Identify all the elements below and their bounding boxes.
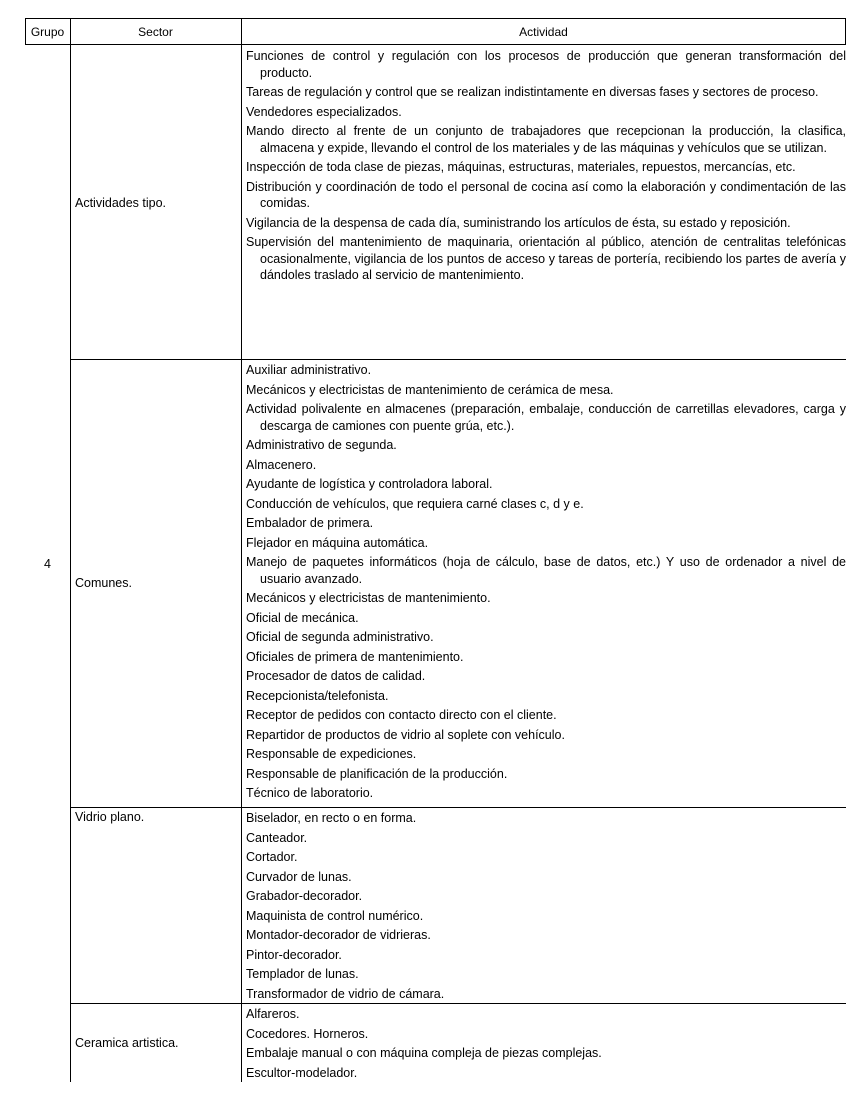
activity-item: Ayudante de logística y controladora laboral. bbox=[246, 477, 493, 491]
activity-item: Flejador en máquina automática. bbox=[246, 535, 429, 550]
activity-item: Procesador de datos de calidad. bbox=[246, 669, 426, 683]
activity-item: Grabador-decorador. bbox=[246, 889, 363, 903]
activity-list bbox=[246, 48, 846, 287]
activity-item: Pintor-decorador. bbox=[246, 947, 342, 962]
activity-item: Embalaje manual o con máquina compleja de piezas complejas. bbox=[246, 1046, 602, 1060]
activity-item: Responsable de expediciones. bbox=[246, 747, 417, 761]
activity-item: Recepcionista/telefonista. bbox=[246, 688, 389, 703]
activity-item: Embalador de primera. bbox=[246, 516, 374, 530]
sector-label: Actividades tipo. bbox=[75, 196, 167, 210]
activity-item: Auxiliar administrativo. bbox=[246, 363, 372, 377]
column-divider bbox=[25, 18, 26, 45]
activity-item: Transformador de vidrio de cámara. bbox=[246, 986, 445, 1001]
activity-item: Maquinista de control numérico. bbox=[246, 908, 424, 923]
activity-item: Mecánicos y electricistas de mantenimiento de cerámica de mesa. bbox=[246, 382, 614, 397]
sector-label: Vidrio plano. bbox=[75, 810, 145, 824]
activity-item: Mando directo al frente de un conjunto de trabajadores que recepcionan la producción, la clasifica, almacena y expide, llevando el control de los materiales y de las máquinas y vehículos que se utilizan. bbox=[246, 124, 846, 155]
sector-label: Ceramica artistica. bbox=[75, 1036, 179, 1050]
activity-item: Templador de lunas. bbox=[246, 967, 359, 981]
activity-item: Montador-decorador de vidrieras. bbox=[246, 928, 431, 942]
activity-item: Distribución y coordinación de todo el personal de cocina así como la elaboración y condimentación de las comidas. bbox=[246, 179, 846, 210]
activity-list bbox=[246, 810, 846, 1005]
activity-list bbox=[246, 1006, 846, 1084]
sector-label: Comunes. bbox=[75, 576, 132, 590]
activity-item: Responsable de planificación de la producción. bbox=[246, 766, 508, 781]
activity-item: Oficiales de primera de mantenimiento. bbox=[246, 649, 464, 664]
activity-item: Inspección de toda clase de piezas, máquinas, estructuras, materiales, repuestos, mercancías, etc. bbox=[246, 160, 796, 174]
activity-item: Vigilancia de la despensa de cada día, suministrando los artículos de ésta, su estado y reposición. bbox=[246, 215, 791, 230]
activity-item: Curvador de lunas. bbox=[246, 869, 352, 884]
activity-item: Actividad polivalente en almacenes (preparación, embalaje, conducción de carretillas elevadores, carga y descarga de camiones con puente grúa, etc.). bbox=[246, 402, 846, 433]
grupo-value: 4 bbox=[44, 557, 51, 571]
activity-item: Vendedores especializados. bbox=[246, 104, 402, 119]
activity-item: Escultor-modelador. bbox=[246, 1065, 358, 1080]
header-sector: Sector bbox=[70, 18, 241, 45]
activity-item: Supervisión del mantenimiento de maquinaria, orientación al público, atención de centralitas telefónicas ocasionalmente, vigilancia de los puntos de acceso y tareas de portería, recibiendo los partes de avería y dándoles traslado al servicio de mantenimiento. bbox=[246, 235, 846, 282]
activity-item: Receptor de pedidos con contacto directo con el cliente. bbox=[246, 708, 557, 722]
activity-item: Repartidor de productos de vidrio al soplete con vehículo. bbox=[246, 727, 565, 742]
column-divider bbox=[70, 18, 71, 1082]
activity-item: Canteador. bbox=[246, 830, 308, 845]
activity-item: Oficial de segunda administrativo. bbox=[246, 630, 434, 644]
activity-item: Conducción de vehículos, que requiera carné clases c, d y e. bbox=[246, 496, 584, 511]
header-actividad: Actividad bbox=[241, 18, 846, 45]
activity-item: Administrativo de segunda. bbox=[246, 438, 397, 452]
row-divider bbox=[70, 359, 846, 360]
activity-table bbox=[25, 18, 846, 1082]
column-divider bbox=[845, 18, 846, 45]
activity-item: Alfareros. bbox=[246, 1007, 300, 1021]
activity-item: Funciones de control y regulación con los procesos de producción que generan transformación del producto. bbox=[246, 49, 846, 80]
activity-list bbox=[246, 362, 846, 805]
activity-item: Biselador, en recto o en forma. bbox=[246, 811, 417, 825]
activity-item: Tareas de regulación y control que se realizan indistintamente en diversas fases y sectores de proceso. bbox=[246, 85, 819, 99]
activity-item: Oficial de mecánica. bbox=[246, 610, 359, 625]
activity-item: Cortador. bbox=[246, 850, 298, 864]
row-divider bbox=[70, 807, 846, 808]
activity-item: Almacenero. bbox=[246, 457, 317, 472]
activity-item: Cocedores. Horneros. bbox=[246, 1026, 369, 1041]
column-divider bbox=[241, 18, 242, 1082]
activity-item: Manejo de paquetes informáticos (hoja de cálculo, base de datos, etc.) Y uso de ordenador a nivel de usuario avanzado. bbox=[246, 555, 846, 586]
activity-item: Mecánicos y electricistas de mantenimiento. bbox=[246, 591, 491, 605]
header-grupo: Grupo bbox=[25, 18, 70, 45]
activity-item: Técnico de laboratorio. bbox=[246, 786, 374, 800]
